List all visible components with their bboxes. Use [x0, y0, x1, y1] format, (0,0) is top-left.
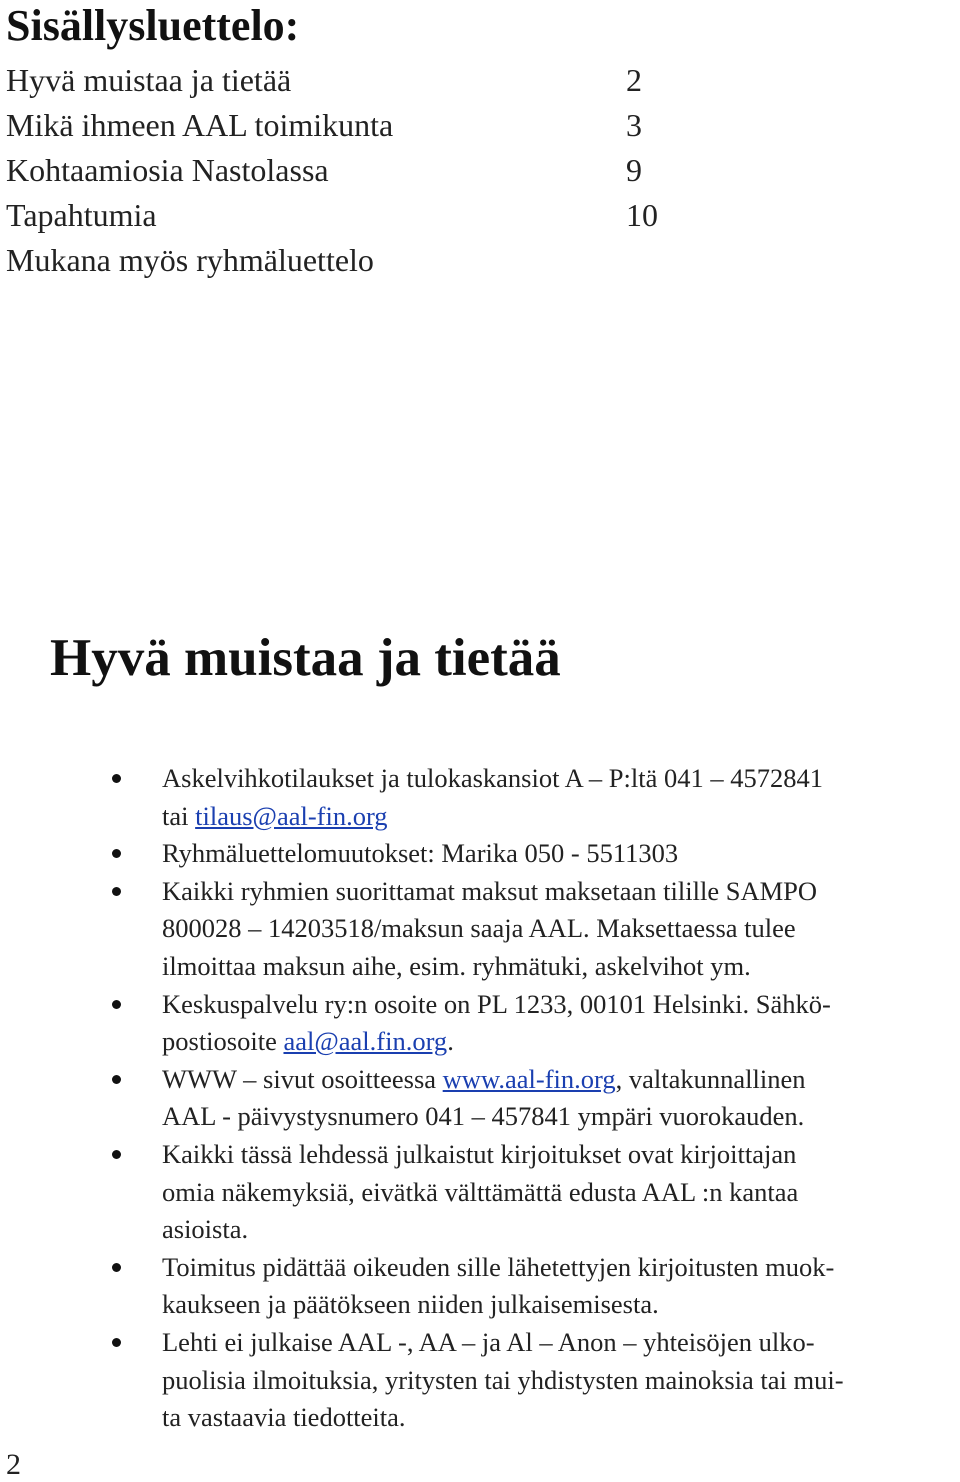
toc-entry-label: Mukana myös ryhmäluettelo	[6, 242, 374, 278]
toc-entry-label: Mikä ihmeen AAL toimikunta	[6, 107, 394, 143]
bullet-line: Lehti ei julkaise AAL -, AA – ja Al – Anon – yhteisöjen ulko-	[162, 1326, 815, 1357]
toc-entry-page: 10	[626, 197, 658, 233]
bullet-line: ilmoittaa maksun aihe, esim. ryhmätuki, askelvihot ym.	[162, 950, 751, 981]
bullet-dot-icon	[112, 1338, 121, 1347]
bullet-payments	[162, 873, 952, 986]
info-bullet-list	[162, 760, 952, 1437]
bullet-line: omia näkemyksiä, eivätkä välttämättä edusta AAL :n kantaa	[162, 1176, 799, 1207]
bullet-text: , valtakunnallinen	[615, 1063, 806, 1094]
bullet-dot-icon	[112, 1075, 121, 1084]
bullet-line: AAL - päivystysnumero 041 – 457841 ympäri vuorokauden.	[162, 1101, 805, 1132]
bullet-line: 800028 – 14203518/maksun saaja AAL. Maksettaessa tulee	[162, 913, 796, 944]
toc-title: Sisällysluettelo:	[6, 1, 300, 50]
toc-entry-page: 3	[626, 107, 642, 143]
bullet-line: Askelvihkotilaukset ja tulokaskansiot A – P:ltä 041 – 4572841	[162, 763, 823, 793]
bullet-website	[162, 1061, 952, 1136]
bullet-disclaimer	[162, 1136, 952, 1249]
office-email-link[interactable]: aal@aal.fin.org	[283, 1026, 448, 1057]
bullet-no-ads	[162, 1324, 952, 1437]
bullet-line: Ryhmäluettelomuutokset: Marika 050 - 5511303	[162, 838, 679, 869]
bullet-line: kaukseen ja päätökseen niiden julkaisemisesta.	[162, 1289, 659, 1320]
toc-entry	[6, 238, 706, 283]
bullet-central-office	[162, 986, 952, 1061]
toc-entry-label: Tapahtumia	[6, 197, 157, 233]
toc-entry-page: 9	[626, 152, 642, 188]
bullet-dot-icon	[112, 774, 121, 783]
bullet-text: postiosoite	[162, 1026, 284, 1057]
bullet-text: tai	[162, 800, 196, 831]
bullet-dot-icon	[112, 849, 121, 858]
bullet-line: Keskuspalvelu ry:n osoite on PL 1233, 00101 Helsinki. Sähkö-	[162, 988, 831, 1019]
bullet-text: .	[447, 1026, 454, 1057]
toc-entry-label: Kohtaamiosia Nastolassa	[6, 152, 329, 188]
bullet-line: asioista.	[162, 1214, 249, 1245]
bullet-line	[162, 1023, 952, 1061]
order-email-link[interactable]: tilaus@aal-fin.org	[195, 800, 388, 831]
bullet-text: WWW – sivut osoitteessa	[162, 1063, 443, 1094]
bullet-line: Kaikki ryhmien suorittamat maksut maksetaan tilille SAMPO	[162, 875, 818, 906]
bullet-editing-rights	[162, 1249, 952, 1324]
page-number: 2	[6, 1448, 21, 1481]
bullet-dot-icon	[112, 1150, 121, 1159]
toc-entry	[6, 148, 706, 193]
section-title: Hyvä muistaa ja tietää	[50, 629, 561, 687]
bullet-line: Kaikki tässä lehdessä julkaistut kirjoitukset ovat kirjoittajan	[162, 1138, 797, 1169]
toc-entry	[6, 193, 706, 238]
table-of-contents	[6, 58, 706, 283]
bullet-group-list-changes	[162, 835, 952, 873]
website-link[interactable]: www.aal-fin.org	[442, 1063, 616, 1094]
toc-entry	[6, 58, 706, 103]
toc-entry-label: Hyvä muistaa ja tietää	[6, 62, 292, 98]
bullet-line: puolisia ilmoituksia, yritysten tai yhdistysten mainoksia tai mui-	[162, 1364, 844, 1395]
bullet-line	[162, 1061, 952, 1099]
bullet-dot-icon	[112, 887, 121, 896]
toc-entry	[6, 103, 706, 148]
bullet-line: Toimitus pidättää oikeuden sille lähetettyjen kirjoitusten muok-	[162, 1251, 835, 1282]
bullet-line	[162, 798, 952, 836]
bullet-order-info	[162, 760, 952, 835]
bullet-line: ta vastaavia tiedotteita.	[162, 1402, 406, 1433]
bullet-dot-icon	[112, 1263, 121, 1272]
toc-entry-page: 2	[626, 62, 642, 98]
bullet-dot-icon	[112, 1000, 121, 1009]
